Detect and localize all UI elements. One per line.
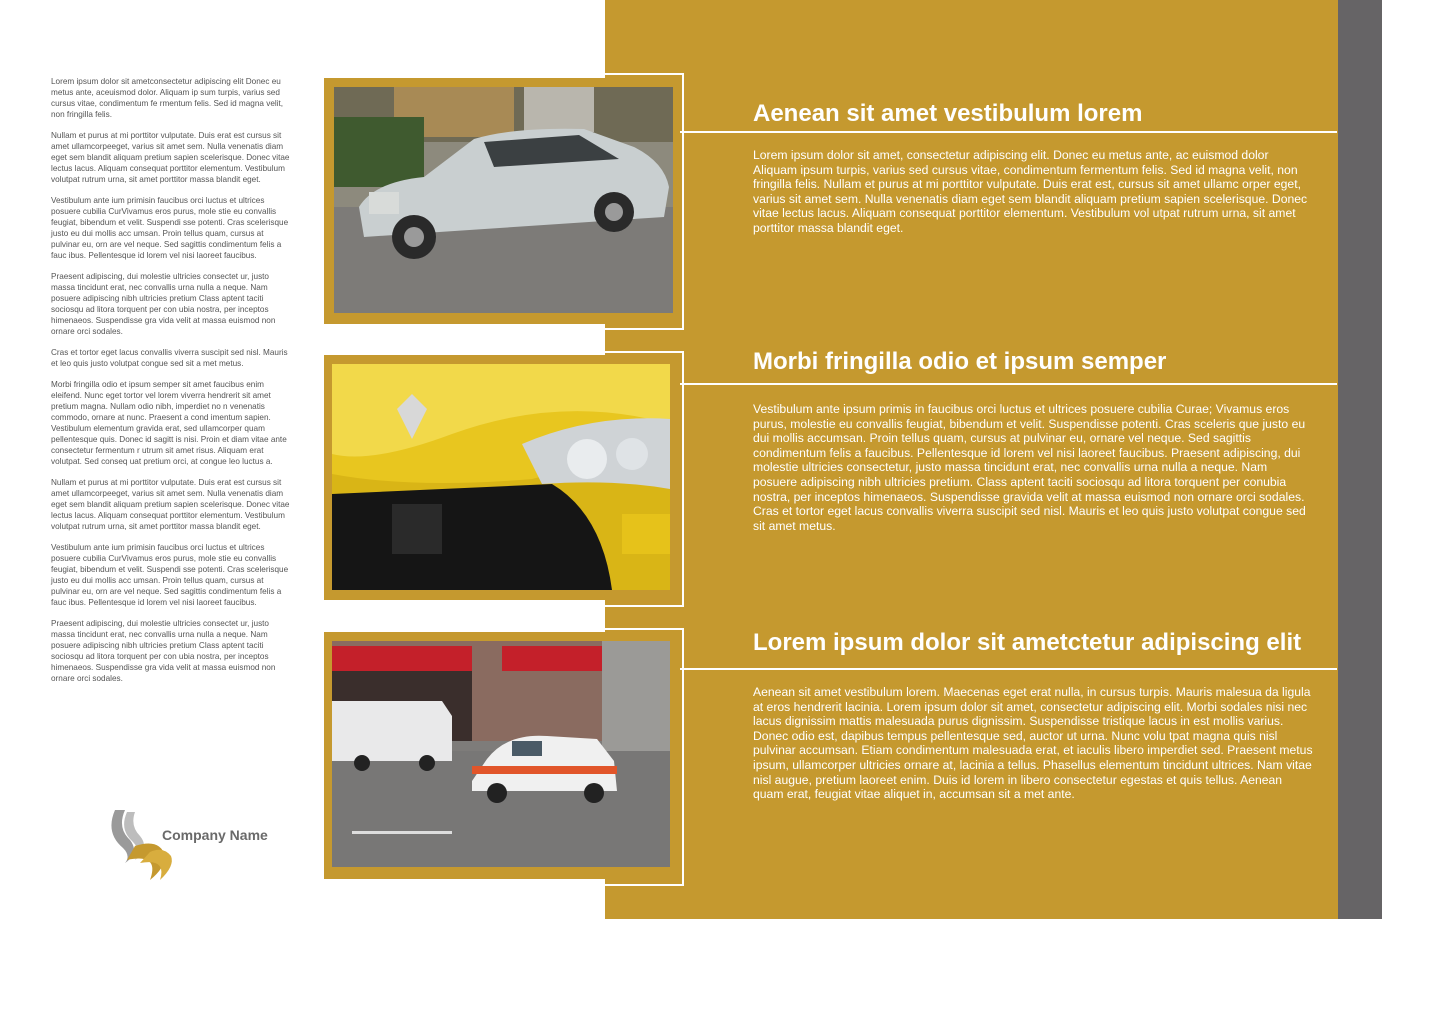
left-column-text bbox=[51, 76, 291, 694]
left-paragraph: Praesent adipiscing, dui molestie ultricies consectet ur, justo massa tincidunt erat, nec convallis urna nulla a neque. Nam posuere adipiscing nibh ultricies pretium Class aptent taciti sociosqu ad litora torquent per con ubia nostra, per inceptos himenaeos. Suspendisse gra vida velit at massa euismod non ornare orci sodales. bbox=[51, 619, 276, 683]
section-heading-3: Lorem ipsum dolor sit ametctetur adipiscing elit bbox=[753, 629, 1302, 656]
section-rule-2 bbox=[680, 383, 1337, 385]
left-paragraph: Nullam et purus at mi porttitor vulputate. Duis erat est cursus sit amet ullamcorpeeget, varius sit amet sem. Nulla venenatis diam eget sem blandit aliquam pretium sapien scelerisque. Donec vitae lectus lacus. Aliquam consequat porttitor elementum. Vestibulum volutpat rutrum urna, sit amet porttitor massa blandit eget. bbox=[51, 478, 290, 531]
section-heading-1: Aenean sit amet vestibulum lorem bbox=[753, 100, 1143, 127]
section-body-1: Lorem ipsum dolor sit amet, consectetur adipiscing elit. Donec eu metus ante, ac euismod dolor Aliquam ipsum turpis, varius sed cursus vitae, condimentum fermentum felis. Sed id magna velit, non fringilla felis. Nullam et purus at mi porttitor vulputate. Duis erat est, cursus sit amet ullamc orper eget, varius sit amet sem. Nulla venenatis diam eget sem blandit aliquam pretium sapien scelerisque. Donec vitae lectus lacus. Aliquam consequat porttitor elementum. Vestibulum vol utpat rutrum urna, sit amet porttitor massa blandit eget. bbox=[753, 148, 1308, 235]
vintage-car-photo bbox=[334, 87, 673, 313]
gray-strip bbox=[1338, 0, 1382, 919]
company-name: Company Name bbox=[162, 827, 268, 843]
section-body-3: Aenean sit amet vestibulum lorem. Maecenas eget erat nulla, in cursus turpis. Mauris malesua da ligula at eros hendrerit lacinia. Lorem ipsum dolor sit amet, consectetur adipiscing elit. Morbi sodales nisi nec lacus dignissim mattis malesuada purus dignissim. Suspendisse tristique lacus in est mollis varius. Donec odio est, dapibus tempus pellentesque sed, auctor ut urna. Nunc volu tpat magna quis nisl pulvinar accumsan. Etiam condimentum malesuada erat, et iaculis libero imperdiet sed. Praesent metus ipsum, ullamcorper ultricies ornare at, lacinia a tellus. Phasellus elementum tincidunt ultrices. Nam vitae nisl augue, pretium laoreet enim. Duis id lorem in libero consectetur egestas et quis tellus. Aenean quam erat, feugiat vitae aliquet in, accumsan sit a met ante. bbox=[753, 685, 1313, 802]
left-paragraph: Cras et tortor eget lacus convallis viverra suscipit sed nisl. Mauris et leo quis justo volutpat congue sed sit a met metus. bbox=[51, 348, 288, 368]
police-car-street-photo bbox=[332, 641, 670, 867]
section-heading-2: Morbi fringilla odio et ipsum semper bbox=[753, 348, 1167, 375]
left-paragraph: Lorem ipsum dolor sit ametconsectetur adipiscing elit Donec eu metus ante, aceuismod dolor. Aliquam ip sum turpis, varius sed cursus vitae, condimentum fe rmentum felis. Sed id magna velit, non fringilla felis. bbox=[51, 77, 284, 119]
left-paragraph: Vestibulum ante ium primisin faucibus orci luctus et ultrices posuere cubilia CurVivamus eros purus, mole stie eu convallis feugiat, bibendum et velit. Suspendi sse potenti. Cras scelerisque justo eu dui mollis acc umsan. Proin tellus quam, cursus at pulvinar eu, orn are vel neque. Sed sagittis condimentum felis a fauc ibus. Pellentesque id lorem vel nisi laoreet faucibus. bbox=[51, 543, 289, 607]
left-paragraph: Vestibulum ante ium primisin faucibus orci luctus et ultrices posuere cubilia CurVivamus eros purus, mole stie eu convallis feugiat, bibendum et velit. Suspendi sse potenti. Cras scelerisque justo eu dui mollis acc umsan. Proin tellus quam, cursus at pulvinar eu, orn are vel neque. Sed sagittis condimentum felis a fauc ibus. Pellentesque id lorem vel nisi laoreet faucibus. bbox=[51, 196, 289, 260]
section-rule-3 bbox=[680, 668, 1337, 670]
left-paragraph: Praesent adipiscing, dui molestie ultricies consectet ur, justo massa tincidunt erat, nec convallis urna nulla a neque. Nam posuere adipiscing nibh ultricies pretium Class aptent taciti sociosqu ad litora torquent per con ubia nostra, per inceptos himenaeos. Suspendisse gra vida velit at massa euismod non ornare orci sodales. bbox=[51, 272, 276, 336]
left-paragraph: Morbi fringilla odio et ipsum semper sit amet faucibus enim eleifend. Nunc eget tortor vel lorem viverra hendrerit sit amet pretium magna. Nullam odio nibh, imperdiet no n venenatis commodo, ornare at nunc. Praesent a cond imentum sapien. Vestibulum elementum gravida erat, sed ullamcorper quam pellentesque quis. Donec id sagitt is nisi. Proin et diam vitae ante consectetur fermentum r utrum sit amet risus. Aliquam erat volutpat. Sed conseq uat pretium orci, at congue leo luctus a. bbox=[51, 380, 287, 466]
section-rule-1 bbox=[680, 131, 1337, 133]
yellow-car-photo bbox=[332, 364, 670, 590]
swoosh-logo-icon bbox=[105, 808, 180, 883]
left-paragraph: Nullam et purus at mi porttitor vulputate. Duis erat est cursus sit amet ullamcorpeeget, varius sit amet sem. Nulla venenatis diam eget sem blandit aliquam pretium sapien scelerisque. Donec vitae lectus lacus. Aliquam consequat porttitor elementum. Vestibulum volutpat rutrum urna, sit amet porttitor massa blandit eget. bbox=[51, 131, 290, 184]
section-body-2: Vestibulum ante ipsum primis in faucibus orci luctus et ultrices posuere cubilia Curae; Vivamus eros purus, molestie eu convallis feugiat, bibendum et velit. Suspendisse potenti. Cras sceleris que justo eu dui mollis accumsan. Proin tellus quam, cursus at pulvinar eu, ornare vel neque. Sed sagittis condimentum felis a faucibus. Pellentesque id lorem vel nisi laoreet faucibus. Praesent adipiscing, dui molestie ultricies consectetur, justo massa tincidunt erat, nec convallis urna nulla a neque. Nam posuere adipiscing nibh ultricies pretium. Class aptent taciti sociosqu ad litora torquent per conubia nostra, per inceptos himenaeos. Suspendisse gravida velit at massa euismod non ornare orci sodales. Cras et tortor eget lacus convallis viverra suscipit sed nisl. Mauris et leo quis justo volutpat congue sed sit amet metus. bbox=[753, 402, 1306, 533]
